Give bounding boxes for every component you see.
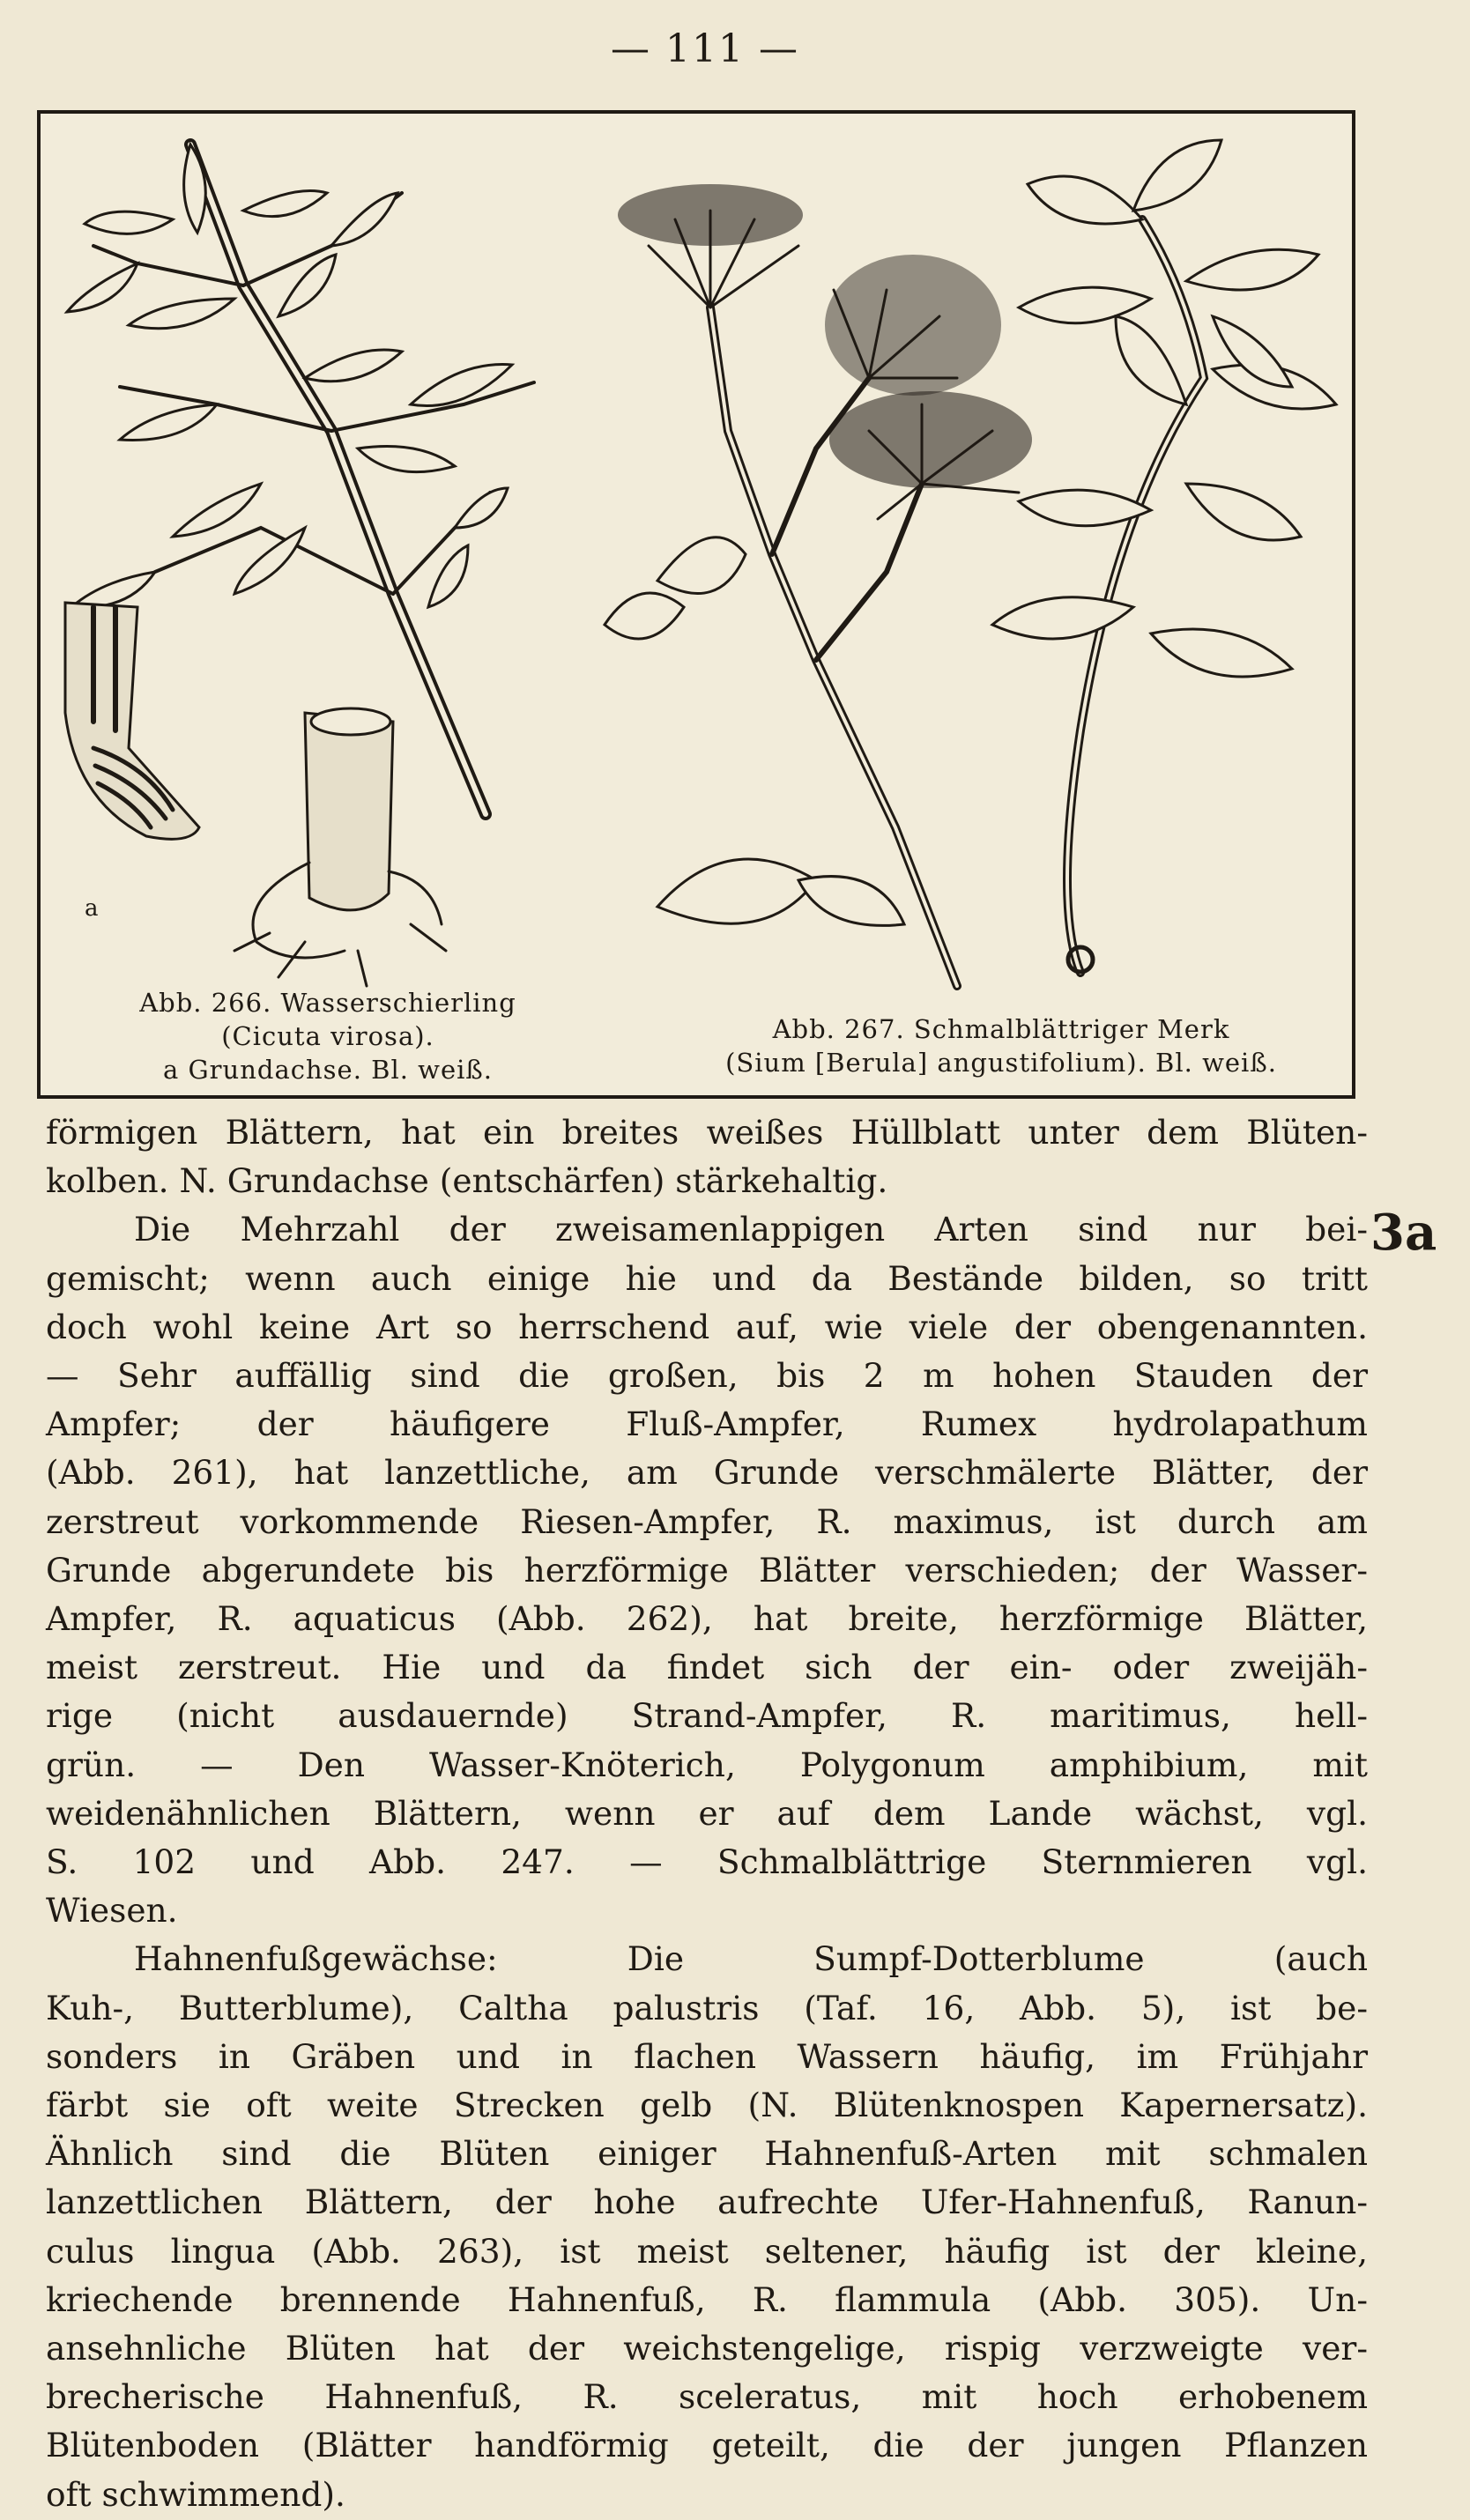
figure-label-a: a xyxy=(85,895,99,922)
body-line: — Sehr auffällig sind die großen, bis 2 m hohen Stauden der xyxy=(46,1356,1368,1396)
body-line: Hahnenfußgewächse: Die Sumpf-Dotterblume (auch xyxy=(134,1939,1368,1979)
caption-266-line2: (Cicuta virosa). xyxy=(221,1021,434,1051)
body-line: culus lingua (Abb. 263), ist meist seltener, häufig ist der kleine, xyxy=(46,2231,1368,2271)
page-number: — 111 — xyxy=(611,26,799,71)
body-line: oft schwimmend). xyxy=(46,2474,345,2514)
caption-abb-267 xyxy=(649,1012,1354,1079)
body-line: S. 102 und Abb. 247. — Schmalblättrige Sternmieren vgl. xyxy=(46,1842,1368,1882)
body-text xyxy=(46,1108,1368,2519)
illustration-frame xyxy=(37,110,1355,1099)
body-line: gemischt; wenn auch einige hie und da Bestände bilden, so tritt xyxy=(46,1258,1368,1298)
body-line: Die Mehrzahl der zweisamenlappigen Arten sind nur bei- xyxy=(134,1210,1368,1249)
plant-illustrations xyxy=(41,114,1355,1099)
caption-267-line2: (Sium [Berula] angustifolium). Bl. weiß. xyxy=(725,1048,1277,1078)
sium-leaves xyxy=(605,537,904,926)
body-line: zerstreut vorkommende Riesen-Ampfer, R. maximus, ist durch am xyxy=(46,1501,1368,1541)
caption-266-line1: Abb. 266. Wasserschierling xyxy=(139,988,516,1018)
merk-leaflets xyxy=(992,140,1336,677)
body-line: lanzettlichen Blättern, der hohe aufrechte Ufer-Hahnenfuß, Ranun- xyxy=(46,2183,1368,2222)
cicuta-rhizome-a xyxy=(65,603,199,839)
caption-abb-266 xyxy=(72,986,583,1086)
body-line: ansehnliche Blüten hat der weichstengelige, rispig verzweigte ver- xyxy=(46,2329,1368,2368)
body-line: meist zerstreut. Hie und da findet sich der ein- oder zweijäh- xyxy=(46,1648,1368,1687)
body-line: kriechende brennende Hahnenfuß, R. flammula (Abb. 305). Un- xyxy=(46,2279,1368,2319)
body-line: rige (nicht ausdauernde) Strand-Ampfer, R. maritimus, hell- xyxy=(46,1696,1368,1736)
body-line: (Abb. 261), hat lanzettliche, am Grunde verschmälerte Blätter, der xyxy=(46,1453,1368,1493)
body-line: Kuh-, Butterblume), Caltha palustris (Taf. 16, Abb. 5), ist be- xyxy=(46,1988,1368,2027)
body-line: kolben. N. Grundachse (entschärfen) stärkehaltig. xyxy=(46,1161,888,1201)
body-line: weidenähnlichen Blättern, wenn er auf dem Lande wächst, vgl. xyxy=(46,1793,1368,1833)
cicuta-rootstock xyxy=(234,708,446,986)
caption-267-line1: Abb. 267. Schmalblättriger Merk xyxy=(772,1014,1230,1044)
body-line: sonders in Gräben und in flachen Wassern häufig, im Frühjahr xyxy=(46,2036,1368,2076)
body-line: brecherische Hahnenfuß, R. sceleratus, mit hoch erhobenem xyxy=(46,2377,1368,2417)
body-line: Ähnlich sind die Blüten einiger Hahnenfuß-Arten mit schmalen xyxy=(46,2134,1368,2174)
body-line: Wiesen. xyxy=(46,1891,178,1931)
body-line: Blütenboden (Blätter handförmig geteilt, die der jungen Pflanzen xyxy=(46,2426,1368,2465)
body-line: Ampfer, R. aquaticus (Abb. 262), hat breite, herzförmige Blätter, xyxy=(46,1599,1368,1639)
body-line: grün. — Den Wasser-Knöterich, Polygonum amphibium, mit xyxy=(46,1745,1368,1784)
sium-flower-heads xyxy=(618,184,1032,488)
body-line: doch wohl keine Art so herrschend auf, wie viele der obengenannten. xyxy=(46,1307,1368,1346)
body-line: Grunde abgerundete bis herzförmige Blätter verschieden; der Wasser- xyxy=(46,1550,1368,1590)
body-line: Ampfer; der häufigere Fluß-Ampfer, Rumex hydrolapathum xyxy=(46,1405,1368,1444)
body-line: förmigen Blättern, hat ein breites weißes Hüllblatt unter dem Blüten- xyxy=(46,1113,1368,1152)
caption-266-line3: a Grundachse. Bl. weiß. xyxy=(162,1055,494,1085)
margin-note: 3a xyxy=(1370,1204,1437,1262)
body-line: färbt sie oft weite Strecken gelb (N. Blütenknospen Kapernersatz). xyxy=(46,2086,1368,2125)
